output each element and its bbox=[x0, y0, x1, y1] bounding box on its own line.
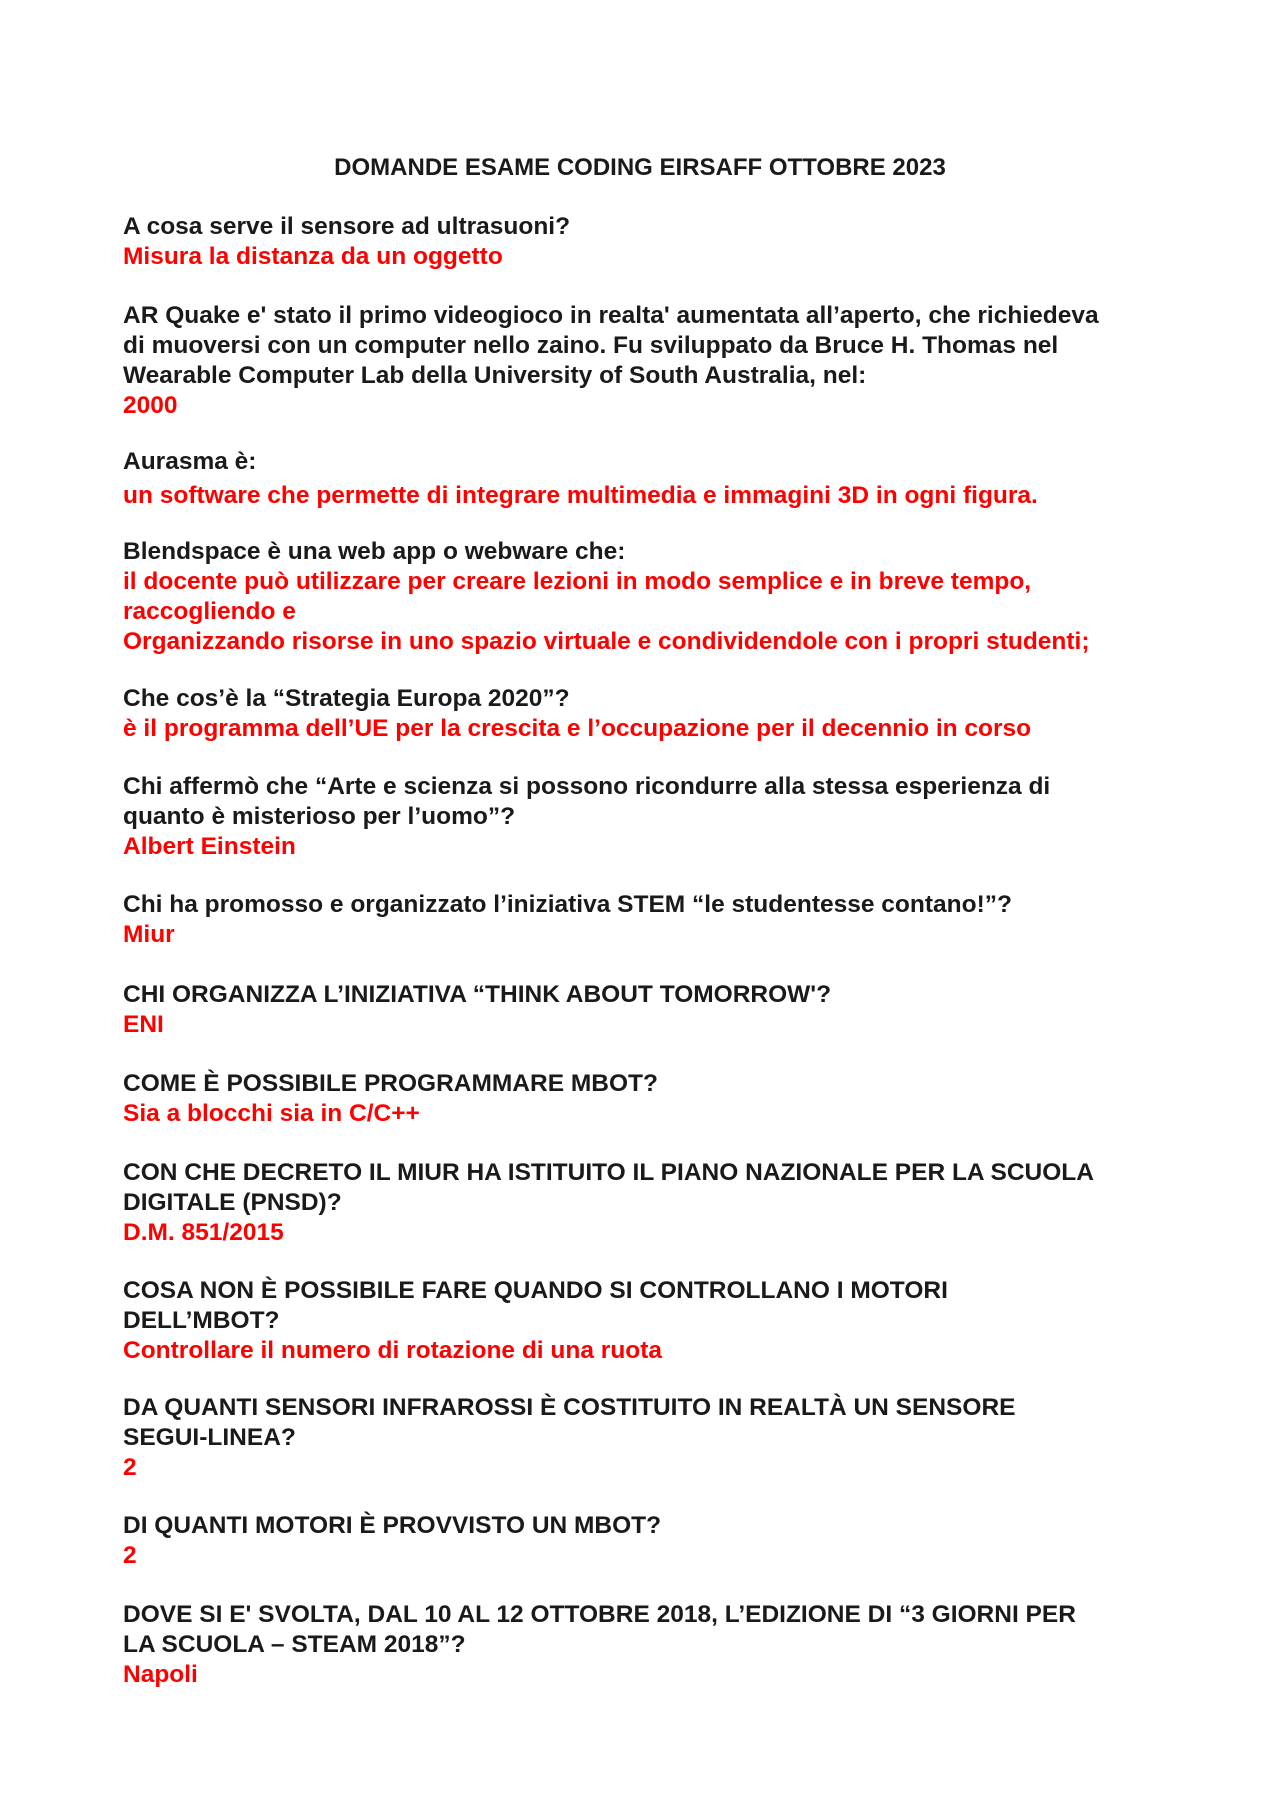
qa-item-12 bbox=[123, 1393, 1173, 1483]
answer-line: 2 bbox=[123, 1542, 137, 1569]
answer-line: Controllare il numero di rotazione di una ruota bbox=[123, 1337, 663, 1364]
qa-item-9 bbox=[123, 1069, 1173, 1129]
question-line: DA QUANTI SENSORI INFRAROSSI È COSTITUITO IN REALTÀ UN SENSORE bbox=[123, 1394, 1016, 1421]
qa-item-4 bbox=[123, 537, 1173, 657]
qa-item-8 bbox=[123, 980, 1173, 1040]
question-line: SEGUI-LINEA? bbox=[123, 1424, 296, 1451]
qa-item-13 bbox=[123, 1511, 1173, 1571]
question-line: COME È POSSIBILE PROGRAMMARE MBOT? bbox=[123, 1070, 658, 1097]
question-line: Wearable Computer Lab della University of South Australia, nel: bbox=[123, 362, 867, 389]
qa-item-6 bbox=[123, 772, 1173, 862]
answer-line: 2000 bbox=[123, 392, 178, 419]
question-line: DELL’MBOT? bbox=[123, 1307, 280, 1334]
qa-item-1 bbox=[123, 212, 1173, 272]
question-line: DOVE SI E' SVOLTA, DAL 10 AL 12 OTTOBRE 2018, L’EDIZIONE DI “3 GIORNI PER bbox=[123, 1601, 1076, 1628]
answer-line: Albert Einstein bbox=[123, 833, 296, 860]
question-line: Che cos’è la “Strategia Europa 2020”? bbox=[123, 685, 570, 712]
question-line: AR Quake e' stato il primo videogioco in realta' aumentata all’aperto, che richiedeva bbox=[123, 302, 1099, 329]
question-line: di muoversi con un computer nello zaino. Fu sviluppato da Bruce H. Thomas nel bbox=[123, 332, 1059, 359]
question-line: A cosa serve il sensore ad ultrasuoni? bbox=[123, 213, 571, 240]
answer-line: raccogliendo e bbox=[123, 598, 296, 625]
answer-line: ENI bbox=[123, 1011, 164, 1038]
question-line: LA SCUOLA – STEAM 2018”? bbox=[123, 1631, 466, 1658]
question-line: Chi affermò che “Arte e scienza si possono ricondurre alla stessa esperienza di bbox=[123, 773, 1051, 800]
answer-line: Sia a blocchi sia in C/C++ bbox=[123, 1100, 420, 1127]
question-line: Blendspace è una web app o webware che: bbox=[123, 538, 626, 565]
question-line: CHI ORGANIZZA L’INIZIATIVA “THINK ABOUT TOMORROW'? bbox=[123, 981, 832, 1008]
qa-item-3 bbox=[123, 447, 1173, 511]
question-line: COSA NON È POSSIBILE FARE QUANDO SI CONTROLLANO I MOTORI bbox=[123, 1277, 948, 1304]
qa-item-10 bbox=[123, 1158, 1173, 1248]
document-title: DOMANDE ESAME CODING EIRSAFF OTTOBRE 2023 bbox=[334, 154, 946, 181]
question-line: quanto è misterioso per l’uomo”? bbox=[123, 803, 516, 830]
qa-item-11 bbox=[123, 1276, 1173, 1366]
answer-line: un software che permette di integrare multimedia e immagini 3D in ogni figura. bbox=[123, 482, 1038, 509]
question-line: Aurasma è: bbox=[123, 448, 257, 475]
answer-line: Organizzando risorse in uno spazio virtuale e condividendole con i propri studenti; bbox=[123, 628, 1090, 655]
qa-item-2 bbox=[123, 301, 1173, 421]
answer-line: Miur bbox=[123, 921, 175, 948]
question-line: Chi ha promosso e organizzato l’iniziativa STEM “le studentesse contano!”? bbox=[123, 891, 1012, 918]
question-line: CON CHE DECRETO IL MIUR HA ISTITUITO IL PIANO NAZIONALE PER LA SCUOLA bbox=[123, 1159, 1094, 1186]
qa-item-14 bbox=[123, 1600, 1173, 1690]
qa-item-5 bbox=[123, 684, 1173, 744]
answer-line: il docente può utilizzare per creare lezioni in modo semplice e in breve tempo, bbox=[123, 568, 1032, 595]
question-line: DI QUANTI MOTORI È PROVVISTO UN MBOT? bbox=[123, 1512, 662, 1539]
question-line: DIGITALE (PNSD)? bbox=[123, 1189, 342, 1216]
answer-line: è il programma dell’UE per la crescita e l’occupazione per il decennio in corso bbox=[123, 715, 1032, 742]
answer-line: Misura la distanza da un oggetto bbox=[123, 243, 503, 270]
answer-line: D.M. 851/2015 bbox=[123, 1219, 284, 1246]
qa-item-7 bbox=[123, 890, 1173, 950]
answer-line: Napoli bbox=[123, 1661, 198, 1688]
answer-line: 2 bbox=[123, 1454, 137, 1481]
